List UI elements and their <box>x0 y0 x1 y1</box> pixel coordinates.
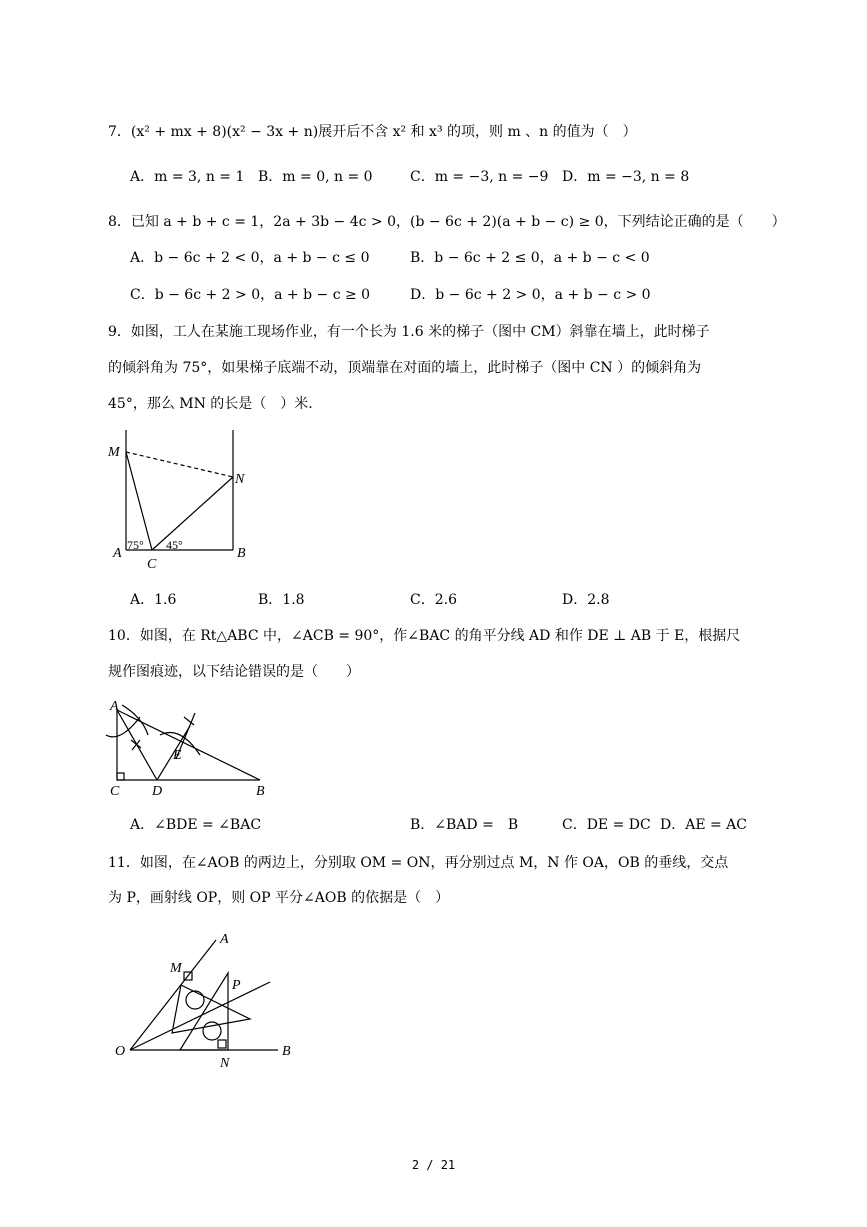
set-square-hole-1 <box>186 991 204 1009</box>
q10-option-a: A．∠BDE = ∠BAC <box>130 817 262 833</box>
right-angle-n <box>218 1040 226 1048</box>
q8-option-d: D．b − 6c + 2 > 0，a + b − c > 0 <box>410 287 651 303</box>
label-n: N <box>235 472 245 487</box>
q8-stem: 8．已知 a + b + c = 1，2a + 3b − 4c > 0，(b − 6c + 2)(a + b − c) ≥ 0，下列结论正确的是（ ） <box>108 214 786 230</box>
label-p: P <box>232 978 241 993</box>
label-c: C <box>110 784 120 799</box>
ladder-cm <box>126 452 152 550</box>
label-a: A <box>110 699 119 714</box>
q9-option-a: A．1.6 <box>130 592 177 608</box>
q9-option-d: D．2.8 <box>562 592 610 608</box>
q11-angle-figure <box>110 925 300 1070</box>
q9-option-b: B．1.8 <box>258 592 305 608</box>
q8-option-c: C．b − 6c + 2 > 0，a + b − c ≥ 0 <box>130 287 371 303</box>
q7-option-d: D．m = −3, n = 8 <box>562 169 690 185</box>
q7-stem: 7．(x² + mx + 8)(x² − 3x + n)展开后不含 x² 和 x³ 的项，则 m 、n 的值为（ ） <box>108 124 637 140</box>
label-d: D <box>152 784 163 799</box>
q10-triangle-figure <box>100 695 280 800</box>
dashed-mn <box>126 452 233 477</box>
label-a: A <box>220 932 229 947</box>
angle-75: 75° <box>127 538 144 552</box>
q9-option-c: C．2.6 <box>410 592 457 608</box>
q9-line-3: 45°，那么 MN 的长是（ ）米. <box>108 396 313 412</box>
q8-option-b: B．b − 6c + 2 ≤ 0，a + b − c < 0 <box>410 250 650 266</box>
q11-line-2: 为 P，画射线 OP，则 OP 平分∠AOB 的依据是（ ） <box>108 890 450 906</box>
set-square-hole-2 <box>203 1022 221 1040</box>
q7-option-b: B．m = 0, n = 0 <box>258 169 373 185</box>
label-b: B <box>282 1044 291 1059</box>
ladder-cn <box>152 477 233 550</box>
q10-line-1: 10．如图，在 Rt△ABC 中，∠ACB = 90°，作∠BAC 的角平分线 AD 和作 DE ⊥ AB 于 E，根据尺 <box>108 628 741 644</box>
q10-option-d: D．AE = AC <box>660 817 748 833</box>
set-square-2 <box>180 973 228 1050</box>
arc-2 <box>122 705 148 735</box>
label-b: B <box>256 784 265 799</box>
label-n: N <box>220 1056 230 1070</box>
label-c: C <box>147 557 157 572</box>
q9-ladder-figure <box>100 425 260 575</box>
angle-45: 45° <box>166 538 183 552</box>
page-number: 2 / 21 <box>411 1158 456 1172</box>
q9-line-2: 的倾斜角为 75°，如果梯子底端不动，顶端靠在对面的墙上，此时梯子（图中 CN ）的倾斜角为 <box>108 360 702 376</box>
q7-option-a: A．m = 3, n = 1 <box>130 169 245 185</box>
q11-line-1: 11．如图，在∠AOB 的两边上，分别取 OM = ON，再分别过点 M，N 作 OA，OB 的垂线，交点 <box>108 855 729 871</box>
label-m: M <box>108 445 120 460</box>
q7-option-c: C．m = −3, n = −9 <box>410 169 549 185</box>
label-a: A <box>113 546 122 561</box>
q10-option-c: C．DE = DC <box>562 817 651 833</box>
label-b: B <box>237 546 246 561</box>
q9-line-1: 9．如图，工人在某施工现场作业，有一个长为 1.6 米的梯子（图中 CM）斜靠在墙上，此时梯子 <box>108 324 710 340</box>
label-e: E <box>173 748 182 763</box>
q10-option-b: B．∠BAD = B <box>410 817 519 833</box>
right-angle-c <box>117 773 124 780</box>
label-o: O <box>115 1044 126 1059</box>
label-m: M <box>170 961 182 976</box>
q8-option-a: A．b − 6c + 2 < 0，a + b − c ≤ 0 <box>130 250 370 266</box>
q10-line-2: 规作图痕迹，以下结论错误的是（ ） <box>108 664 360 680</box>
